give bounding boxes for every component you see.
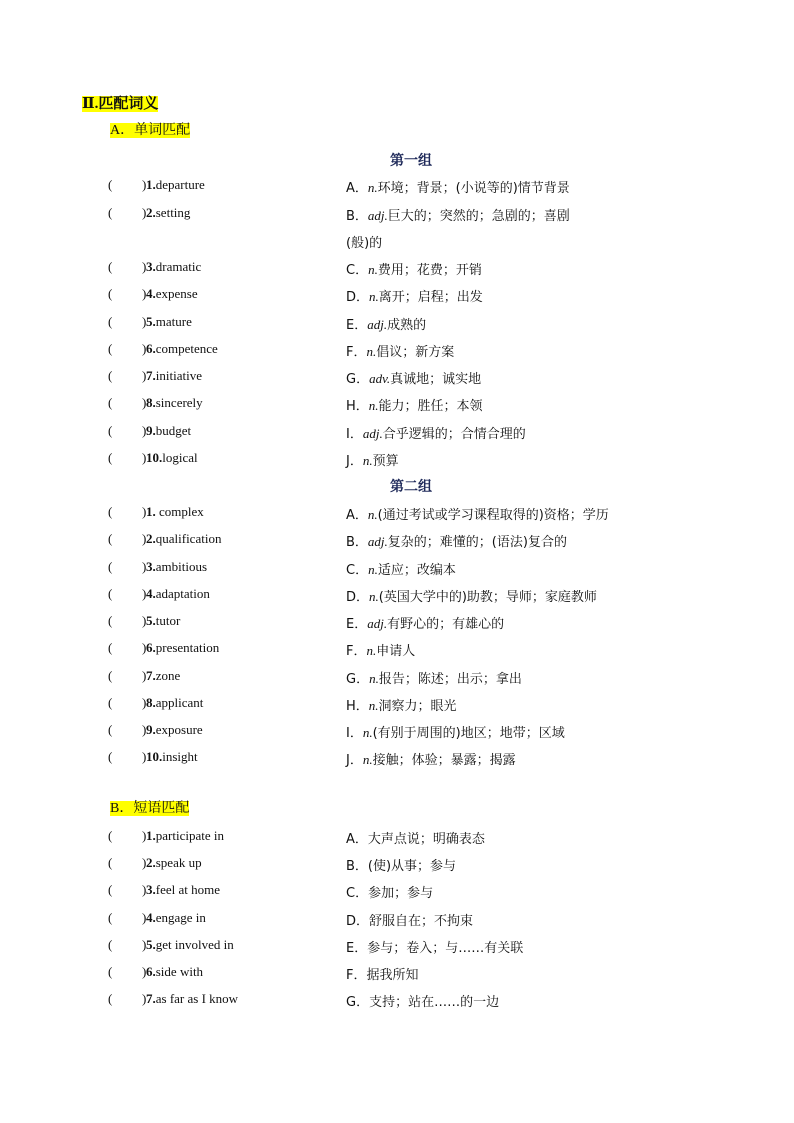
answer-blank-close: ): [142, 640, 147, 655]
item-number: 1.: [146, 828, 156, 843]
match-row: [0, 314, 794, 334]
part-of-speech: adj.: [367, 317, 388, 332]
answer-blank-close: ): [142, 855, 147, 870]
item-number: 6.: [146, 341, 156, 356]
definition: [346, 259, 482, 278]
part-of-speech: n.: [368, 262, 378, 277]
item-number: 2.: [146, 205, 156, 220]
item-number: 3.: [146, 882, 156, 897]
term-text: tutor: [155, 613, 181, 628]
definition-text: 环境；背景；(小说等的)情节背景: [377, 181, 570, 196]
term-text: insight: [162, 749, 198, 764]
answer-blank-open[interactable]: (: [108, 640, 113, 655]
definition: [346, 450, 399, 469]
answer-blank-close: ): [142, 286, 147, 301]
answer-blank-open[interactable]: (: [108, 668, 113, 683]
match-row: [0, 423, 794, 443]
match-row: [0, 910, 794, 930]
match-row: [0, 749, 794, 769]
definition: [346, 559, 456, 578]
answer-blank-close: ): [142, 586, 147, 601]
match-row: [0, 855, 794, 875]
term: [146, 695, 203, 711]
item-number: 2.: [146, 531, 156, 546]
term: [146, 205, 190, 221]
option-letter: G．: [346, 372, 370, 387]
item-number: 4.: [146, 910, 156, 925]
definition-text: 有野心的；有雄心的: [387, 617, 505, 632]
term: [146, 964, 203, 980]
part-of-speech: n.: [367, 180, 378, 195]
match-row: [0, 695, 794, 715]
match-row: [0, 586, 794, 606]
term-text: competence: [155, 341, 218, 356]
term-text: zone: [155, 668, 181, 683]
term-text: expense: [155, 286, 198, 301]
subsection-a-title: A．单词匹配: [110, 123, 191, 138]
item-number: 9.: [146, 722, 156, 737]
answer-blank-close: ): [142, 423, 147, 438]
answer-blank-open[interactable]: (: [108, 314, 113, 329]
term: [146, 559, 207, 575]
definition-text: 离开；启程；出发: [378, 290, 483, 305]
definition: [346, 749, 516, 768]
definition: [346, 205, 570, 224]
answer-blank-open[interactable]: (: [108, 368, 113, 383]
option-letter: E．: [346, 617, 368, 632]
answer-blank-close: ): [142, 828, 147, 843]
answer-blank-open[interactable]: (: [108, 910, 113, 925]
answer-blank-close: ): [142, 341, 147, 356]
part-of-speech: n.: [369, 289, 379, 304]
part-of-speech: n.: [366, 344, 377, 359]
match-row: [0, 177, 794, 197]
term: [146, 586, 210, 602]
option-letter: F．: [346, 345, 367, 360]
part-of-speech: n.: [366, 643, 377, 658]
definition: C．参加；参与: [346, 886, 434, 901]
term-text: speak up: [155, 855, 202, 870]
match-row: [0, 722, 794, 742]
definition: F．据我所知: [346, 968, 419, 983]
part-of-speech: adj.: [362, 426, 383, 441]
term: [146, 531, 221, 547]
term-text: get involved in: [155, 937, 234, 952]
answer-blank-open[interactable]: (: [108, 991, 113, 1006]
term: [146, 910, 206, 926]
definition-text: 能力；胜任；本领: [378, 399, 483, 414]
answer-blank-open[interactable]: (: [108, 855, 113, 870]
definition-text: 成熟的: [387, 318, 427, 333]
term-text: sincerely: [155, 395, 203, 410]
option-letter: F．: [346, 644, 367, 659]
term: [146, 640, 219, 656]
match-row: [0, 640, 794, 660]
answer-blank-open[interactable]: (: [108, 722, 113, 737]
definition: [346, 586, 597, 605]
option-letter: G．: [346, 672, 370, 687]
term: [146, 855, 202, 871]
part-of-speech: n.: [368, 562, 378, 577]
answer-blank-close: ): [142, 749, 147, 764]
term: [146, 882, 220, 898]
definition-text: 预算: [372, 454, 399, 469]
definition: [346, 368, 481, 387]
part-of-speech: n.: [368, 698, 379, 713]
answer-blank-close: ): [142, 964, 147, 979]
part-of-speech: n.: [368, 398, 379, 413]
term-text: side with: [155, 964, 204, 979]
term: [146, 749, 198, 765]
option-letter: A．: [346, 508, 368, 523]
option-letter: C．: [346, 263, 369, 278]
answer-blank-close: ): [142, 259, 147, 274]
answer-blank-close: ): [142, 668, 147, 683]
option-letter: H．: [346, 699, 369, 714]
definition-text: (有别于周围的)地区；地带；区域: [372, 726, 565, 741]
definition-text: (英国大学中的)助教；导师；家庭教师: [378, 590, 597, 605]
definition: E．参与；卷入；与……有关联: [346, 941, 524, 956]
item-number: 5.: [146, 613, 156, 628]
option-letter: A．: [346, 181, 368, 196]
term: [146, 314, 192, 330]
match-row: [0, 259, 794, 279]
option-letter: C．: [346, 563, 369, 578]
answer-blank-open[interactable]: (: [108, 882, 113, 897]
answer-blank-open[interactable]: (: [108, 531, 113, 546]
answer-blank-close: ): [142, 368, 147, 383]
match-row: [0, 450, 794, 470]
answer-blank-open[interactable]: (: [108, 559, 113, 574]
term-text: mature: [155, 314, 192, 329]
term-text: budget: [155, 423, 192, 438]
term-text: applicant: [155, 695, 204, 710]
definition-text: 费用；花费；开销: [377, 263, 482, 278]
part-of-speech: n.: [362, 453, 373, 468]
match-row: [0, 531, 794, 551]
definition-text: 适应；改编本: [377, 563, 456, 578]
answer-blank-close: ): [142, 910, 147, 925]
term: [146, 341, 218, 357]
definition-text: 真诚地；诚实地: [390, 372, 482, 387]
answer-blank-open[interactable]: (: [108, 423, 113, 438]
item-number: 6.: [146, 640, 156, 655]
answer-blank-open[interactable]: (: [108, 586, 113, 601]
answer-blank-open[interactable]: (: [108, 341, 113, 356]
item-number: 3.: [146, 259, 156, 274]
option-letter: B．: [346, 209, 368, 224]
term-text: qualification: [155, 531, 222, 546]
answer-blank-close: ): [142, 395, 147, 410]
item-number: 8.: [146, 695, 156, 710]
part-of-speech: n.: [369, 671, 379, 686]
term: [146, 504, 204, 520]
match-row: [0, 882, 794, 902]
match-row: [0, 828, 794, 848]
definition: [346, 395, 483, 414]
term: [146, 423, 191, 439]
term-text: dramatic: [155, 259, 202, 274]
answer-blank-close: ): [142, 991, 147, 1006]
item-number: 7.: [146, 991, 156, 1006]
part-of-speech: adv.: [369, 371, 391, 386]
item-number: 2.: [146, 855, 156, 870]
match-row: [0, 559, 794, 579]
definition: [346, 286, 483, 305]
definition-text: (通过考试或学习课程取得的)资格；学历: [377, 508, 609, 523]
match-row: [0, 991, 794, 1011]
match-row: [0, 668, 794, 688]
term-text: adaptation: [155, 586, 210, 601]
definition: [346, 613, 504, 632]
option-letter: I．: [346, 726, 363, 741]
term-text: logical: [162, 450, 198, 465]
item-number: 3.: [146, 559, 156, 574]
term-text: ambitious: [155, 559, 208, 574]
match-row: [0, 368, 794, 388]
term-text: initiative: [155, 368, 202, 383]
answer-blank-close: ): [142, 205, 147, 220]
term: [146, 177, 205, 193]
item-number: 4.: [146, 286, 156, 301]
answer-blank-close: ): [142, 450, 147, 465]
option-letter: B．: [346, 535, 368, 550]
definition: [346, 504, 609, 523]
definition-text: 洞察力；眼光: [378, 699, 457, 714]
term: [146, 368, 202, 384]
term-text: feel at home: [155, 882, 220, 897]
term: [146, 450, 198, 466]
part-of-speech: n.: [367, 507, 378, 522]
answer-blank-open[interactable]: (: [108, 286, 113, 301]
term-text: complex: [155, 504, 204, 519]
term: [146, 286, 198, 302]
term-text: departure: [155, 177, 205, 192]
definition-text: 巨大的；突然的；急剧的；喜剧: [387, 209, 570, 224]
part-of-speech: n.: [362, 752, 373, 767]
match-row: [0, 395, 794, 415]
term: [146, 668, 180, 684]
part-of-speech: n.: [362, 725, 373, 740]
definition-text: 复杂的；难懂的；(语法)复合的: [387, 535, 567, 550]
group1-wrap-line: (般)的: [346, 236, 383, 251]
option-letter: E．: [346, 318, 368, 333]
term-text: exposure: [155, 722, 203, 737]
match-row: [0, 937, 794, 957]
item-number: 1.: [146, 504, 156, 519]
answer-blank-open[interactable]: (: [108, 259, 113, 274]
item-number: 5.: [146, 937, 156, 952]
definition: [346, 341, 454, 360]
answer-blank-close: ): [142, 695, 147, 710]
term-text: engage in: [155, 910, 206, 925]
term: [146, 828, 224, 844]
definition-text: 申请人: [376, 644, 416, 659]
group2-heading: 第二组: [390, 479, 432, 495]
item-number: 10.: [146, 749, 163, 764]
option-letter: D．: [346, 590, 370, 605]
answer-blank-close: ): [142, 613, 147, 628]
answer-blank-open[interactable]: (: [108, 504, 113, 519]
part-of-speech: adj.: [367, 208, 388, 223]
item-number: 10.: [146, 450, 163, 465]
term: [146, 259, 201, 275]
option-letter: D．: [346, 290, 370, 305]
answer-blank-close: ): [142, 177, 147, 192]
item-number: 1.: [146, 177, 156, 192]
definition: [346, 640, 415, 659]
option-letter: J．: [346, 753, 363, 768]
definition: D．舒服自在；不拘束: [346, 914, 474, 929]
part-of-speech: adj.: [367, 616, 388, 631]
option-letter: H．: [346, 399, 369, 414]
group1-heading: 第一组: [390, 153, 432, 169]
answer-blank-open[interactable]: (: [108, 828, 113, 843]
section-title: Ⅱ.匹配词义: [82, 96, 159, 112]
item-number: 4.: [146, 586, 156, 601]
definition: [346, 668, 522, 687]
match-row: [0, 613, 794, 633]
item-number: 9.: [146, 423, 156, 438]
term: [146, 722, 203, 738]
definition-text: 报告；陈述；出示；拿出: [378, 672, 522, 687]
definition: B．(使)从事；参与: [346, 859, 457, 874]
term-text: participate in: [155, 828, 224, 843]
answer-blank-open[interactable]: (: [108, 695, 113, 710]
definition: [346, 177, 570, 196]
answer-blank-open[interactable]: (: [108, 749, 113, 764]
item-number: 7.: [146, 368, 156, 383]
answer-blank-close: ): [142, 559, 147, 574]
answer-blank-close: ): [142, 722, 147, 737]
option-letter: I．: [346, 427, 363, 442]
answer-blank-open[interactable]: (: [108, 205, 113, 220]
term: [146, 395, 203, 411]
definition: A．大声点说；明确表态: [346, 832, 485, 847]
answer-blank-open[interactable]: (: [108, 177, 113, 192]
definition: [346, 695, 457, 714]
definition: [346, 314, 426, 333]
term-text: presentation: [155, 640, 220, 655]
term-text: as far as I know: [155, 991, 239, 1006]
match-row: [0, 341, 794, 361]
term: [146, 613, 180, 629]
term-text: setting: [155, 205, 191, 220]
answer-blank-close: ): [142, 531, 147, 546]
part-of-speech: adj.: [367, 534, 388, 549]
match-row: [0, 205, 794, 225]
subsection-b-title: B．短语匹配: [110, 801, 190, 816]
definition: [346, 722, 565, 741]
item-number: 6.: [146, 964, 156, 979]
option-letter: J．: [346, 454, 363, 469]
definition-text: 接触；体验；暴露；揭露: [372, 753, 516, 768]
match-row: [0, 504, 794, 524]
answer-blank-close: ): [142, 504, 147, 519]
definition-text: 合乎逻辑的；合情合理的: [382, 427, 526, 442]
match-row: [0, 286, 794, 306]
item-number: 5.: [146, 314, 156, 329]
answer-blank-close: ): [142, 937, 147, 952]
part-of-speech: n.: [369, 589, 379, 604]
answer-blank-open[interactable]: (: [108, 395, 113, 410]
definition: G．支持；站在……的一边: [346, 995, 500, 1010]
definition: [346, 531, 567, 550]
answer-blank-close: ): [142, 882, 147, 897]
item-number: 8.: [146, 395, 156, 410]
answer-blank-open[interactable]: (: [108, 450, 113, 465]
answer-blank-close: ): [142, 314, 147, 329]
definition-text: 倡议；新方案: [376, 345, 455, 360]
term: [146, 937, 234, 953]
match-row: [0, 964, 794, 984]
item-number: 7.: [146, 668, 156, 683]
definition: [346, 423, 526, 442]
term: [146, 991, 238, 1007]
answer-blank-open[interactable]: (: [108, 937, 113, 952]
answer-blank-open[interactable]: (: [108, 613, 113, 628]
answer-blank-open[interactable]: (: [108, 964, 113, 979]
